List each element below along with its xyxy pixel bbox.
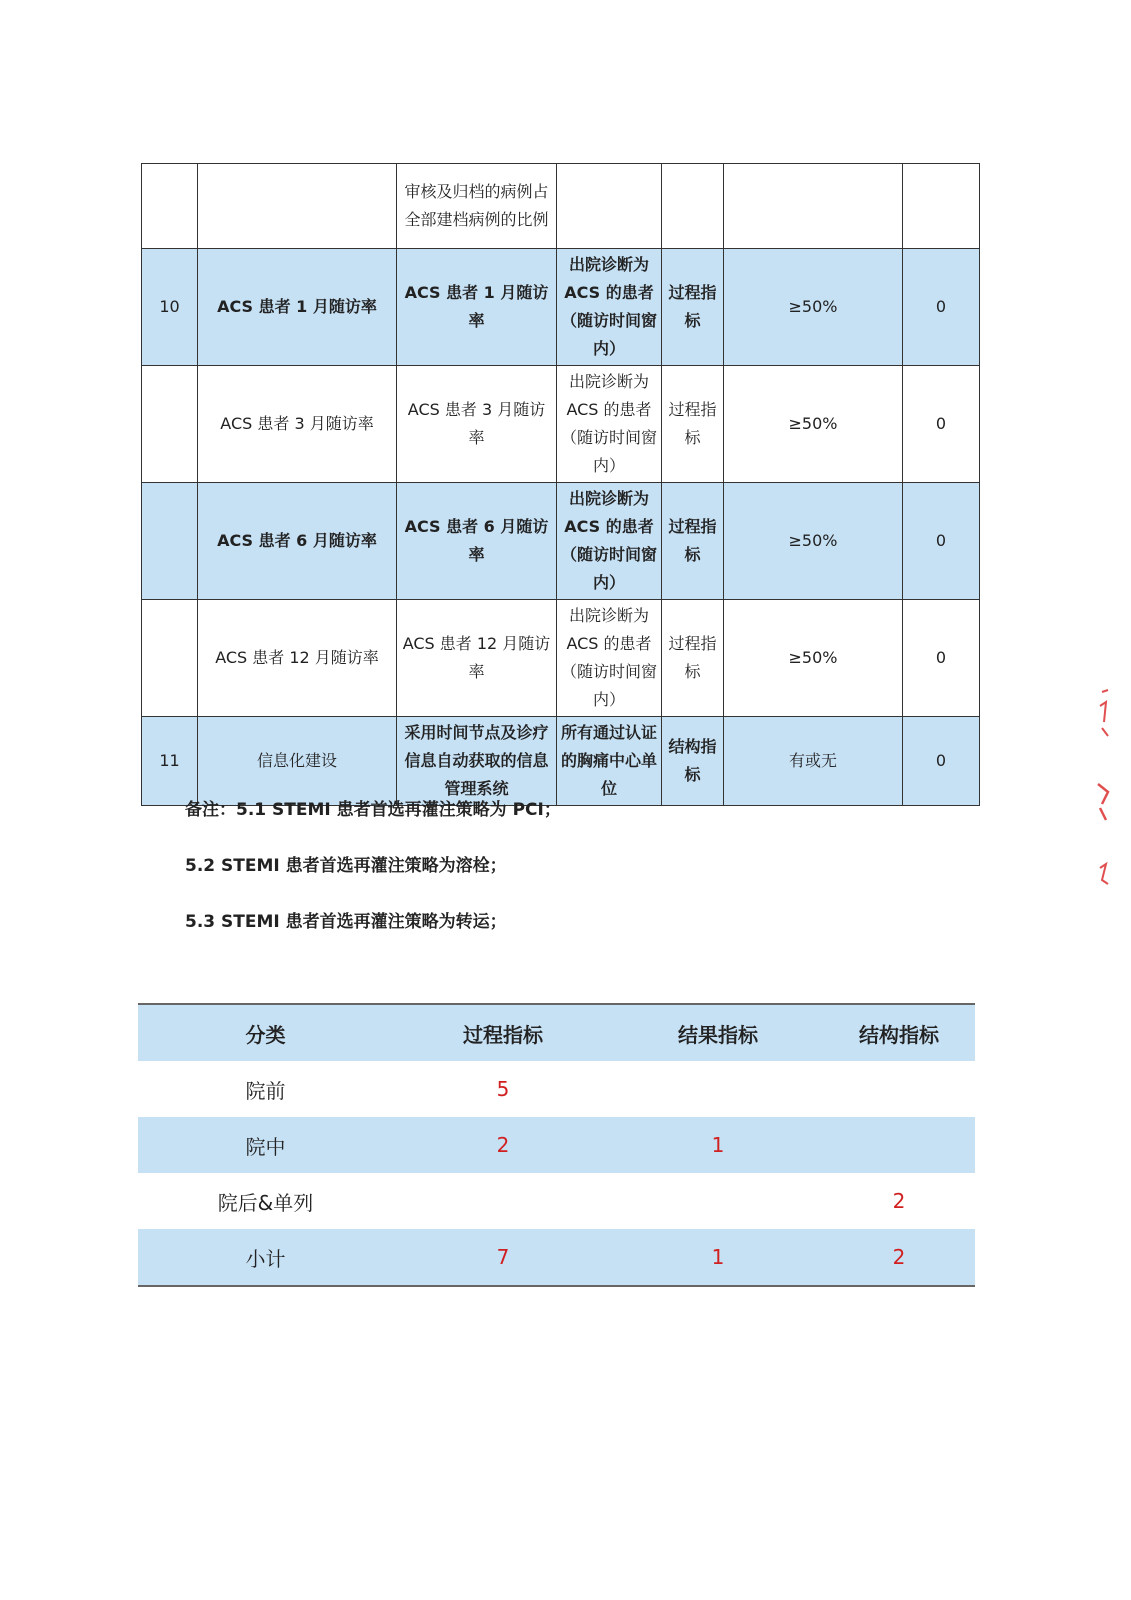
indicator-definition: ACS 患者 3 月随访率 [397,366,557,483]
header-category: 分类 [138,1004,393,1061]
indicator-name: ACS 患者 6 月随访率 [198,483,397,600]
indicator-target: ≥50% [724,249,903,366]
table-row [142,717,980,806]
structure-count: 2 [823,1229,975,1286]
result-count: 1 [613,1117,823,1173]
indicator-target: ≥50% [724,366,903,483]
summary-row [138,1061,975,1117]
indicator-score: 0 [903,717,980,806]
indicator-definition: 审核及归档的病例占全部建档病例的比例 [397,164,557,249]
indicator-type: 过程指标 [662,483,724,600]
indicator-definition: ACS 患者 6 月随访率 [397,483,557,600]
summary-total-row [138,1229,975,1286]
row-number [142,366,198,483]
note-line: 5.2 STEMI 患者首选再灌注策略为溶栓； [185,856,507,876]
result-count [613,1173,823,1229]
header-structure: 结构指标 [823,1004,975,1061]
row-number: 10 [142,249,198,366]
structure-count [823,1061,975,1117]
indicator-type: 结构指标 [662,717,724,806]
indicator-score: 0 [903,483,980,600]
indicator-criteria: 出院诊断为 ACS 的患者（随访时间窗内） [557,366,662,483]
indicator-target: 有或无 [724,717,903,806]
indicator-type: 过程指标 [662,366,724,483]
table-row [142,483,980,600]
category-cell: 院后&单列 [217,1190,314,1215]
indicator-target: ≥50% [724,600,903,717]
indicator-criteria: 出院诊断为 ACS 的患者（随访时间窗内） [557,600,662,717]
structure-count: 2 [892,1189,906,1213]
category-cell: 院中 [138,1117,393,1173]
summary-table [138,1003,975,1287]
indicator-target [724,164,903,249]
note-line: 5.3 STEMI 患者首选再灌注策略为转运； [185,912,507,932]
result-count [613,1061,823,1117]
indicator-type: 过程指标 [662,600,724,717]
indicator-target: ≥50% [724,483,903,600]
indicator-type [662,164,724,249]
process-count: 2 [393,1117,613,1173]
category-cell: 院前 [245,1078,286,1103]
summary-header-row [138,1004,975,1061]
row-number [142,164,198,249]
process-count [393,1173,613,1229]
summary-row [138,1173,975,1229]
table-row [142,600,980,717]
indicator-criteria [557,164,662,249]
indicator-criteria: 所有通过认证的胸痛中心单位 [557,717,662,806]
category-cell: 小计 [138,1229,393,1286]
indicator-score: 0 [903,600,980,717]
indicator-definition: ACS 患者 12 月随访率 [397,600,557,717]
table-row [142,164,980,249]
table-row [142,366,980,483]
row-number: 11 [142,717,198,806]
notes-section [185,795,561,963]
process-count: 7 [393,1229,613,1286]
structure-count [823,1117,975,1173]
note-line: 备注：5.1 STEMI 患者首选再灌注策略为 PCI； [185,800,561,820]
indicator-score [903,164,980,249]
indicator-score: 0 [903,249,980,366]
indicator-definition: ACS 患者 1 月随访率 [397,249,557,366]
stamp-fragment [1096,688,1110,898]
indicator-score: 0 [903,366,980,483]
indicator-name: 信息化建设 [198,717,397,806]
indicator-definition: 采用时间节点及诊疗信息自动获取的信息管理系统 [397,717,557,806]
table-row [142,249,980,366]
row-number [142,600,198,717]
indicator-table [141,163,980,806]
indicator-name [198,164,397,249]
header-process: 过程指标 [393,1004,613,1061]
indicator-criteria: 出院诊断为 ACS 的患者（随访时间窗内） [557,483,662,600]
result-count: 1 [613,1229,823,1286]
indicator-type: 过程指标 [662,249,724,366]
summary-row [138,1117,975,1173]
indicator-name: ACS 患者 3 月随访率 [198,366,397,483]
row-number [142,483,198,600]
indicator-name: ACS 患者 12 月随访率 [198,600,397,717]
process-count: 5 [496,1077,510,1101]
indicator-name: ACS 患者 1 月随访率 [198,249,397,366]
indicator-criteria: 出院诊断为 ACS 的患者（随访时间窗内） [557,249,662,366]
header-result: 结果指标 [613,1004,823,1061]
